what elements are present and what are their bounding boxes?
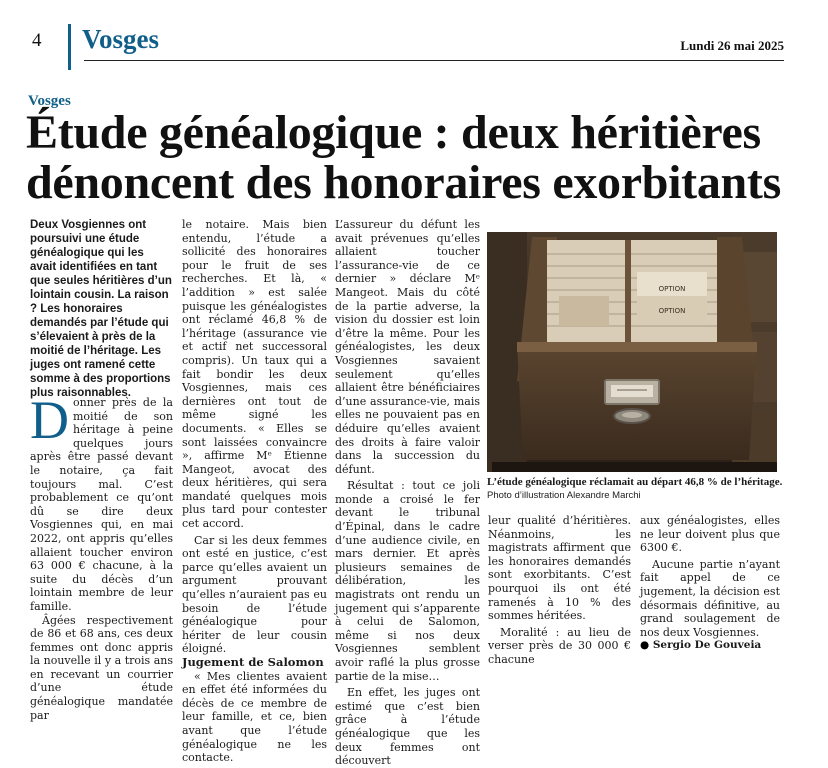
paragraph-11: aux généalogistes, elles ne leur doivent plus que 6300 €. — [640, 514, 780, 555]
paragraph-3: le notaire. Mais bien entendu, l’étude a sollicité des honoraires pour le fruit de ses recherches. Et là, « l’addition » est salée puisque les généalogistes ont réclamé 46,8 % de l’héritage (assurance vie et actif net successoral compris). Un taux qui a fait bondir les deux Vosgiennes, mais ces dernières ont tout de même signé les documents. « Elles se sont laissées convaincre », affirme Mᵉ Étienne Mangeot, avocat des deux héritières, qui sera mandaté quelques mois plus tard pour contester cet accord. — [182, 218, 327, 531]
article-column-2 — [182, 218, 327, 765]
paragraph-6: L’assureur du défunt les avait prévenues qu’elles allaient toucher l’assurance-vie de ce dernier » déclare Mᵉ Mangeot. Mais du côté de la partie adverse, la vision du dossier est loin d’être la même. Pour les généalogistes, les deux Vosgiennes savaient seulement qu’elles allaient être bénéficiaires d’une assurance-vie, mais elles ne pouvaient pas en déduire qu’elles avaient des droits à faire valoir dans la succession du défunt. — [335, 218, 480, 476]
paragraph-12: Aucune partie n’ayant fait appel de ce jugement, la décision est désormais définitive, au grand soulagement de nos deux Vosgiennes. — [640, 557, 780, 639]
section-title: Vosges — [82, 24, 160, 54]
paragraph-1 — [30, 390, 173, 614]
paragraph-4: Car si les deux femmes ont esté en justice, c’est parce qu’elles avaient un argument prouvant qu’elles n’auraient pas eu besoin de l’étude généalogique pour hériter de leur cousin éloigné. — [182, 533, 327, 656]
article-column-4 — [488, 514, 631, 667]
paragraph-5: « Mes clientes avaient en effet été informées du décès de ce membre de leur famille, et ce, bien avant que l’étude généalogique ne les contacte. — [182, 669, 327, 765]
header-rule — [84, 60, 784, 61]
article-title: Étude généalogique : deux héritières dénoncent des honoraires exorbitants — [26, 106, 781, 209]
subheading: Jugement de Salomon — [182, 655, 324, 669]
card-catalog-drawer-image — [487, 232, 777, 472]
article-column-1 — [30, 218, 173, 400]
article-column-3 — [335, 218, 480, 768]
page-number: 4 — [32, 30, 42, 51]
paragraph-8: En effet, les juges ont estimé que c’est bien grâce à l’étude généalogique que les deux femmes ont découvert — [335, 686, 480, 768]
paragraph-7: Résultat : tout ce joli monde a croisé le fer devant le tribunal d’Épinal, dans le cadre d’une audience civile, en mars dernier. Et après plusieurs semaines de délibération, les magistrats ont rendu un jugement qui s’apparente à celui de Salomon, même si nos deux Vosgiennes semblent avoir raflé la plus grosse partie de la mise… — [335, 479, 480, 683]
byline-bullet-icon: ● — [640, 639, 650, 652]
paragraph-10: Moralité : au lieu de verser près de 30 000 € chacune — [488, 625, 631, 666]
photo-caption: L’étude généalogique réclamait au départ 46,8 % de l’héritage. — [487, 476, 783, 488]
article-column-5 — [640, 514, 780, 653]
article-photo — [487, 232, 777, 472]
article-lede: Deux Vosgiennes ont poursuivi une étude généalogique qui les avait identifiées en tant que seules héritières d’un lointain cousin. La raison ? Les honoraires demandés par l’étude qui s’élevaient à près de la moitié de l’héritage. Les juges ont ramené cette somme à des proportions plus raisonnables. — [30, 219, 172, 399]
dropcap: D — [30, 390, 69, 450]
author-byline — [640, 639, 780, 653]
paragraph-9: leur qualité d’héritières. Néanmoins, les magistrats affirment que les honoraires demandés sont exorbitants. C’est pourquoi ils ont été ramenés à 10 % des sommes héritées. — [488, 514, 631, 623]
card-tab-2: OPTION — [658, 307, 686, 315]
card-tab-1: OPTION — [658, 285, 686, 293]
author-name: Sergio De Gouveia — [652, 639, 762, 652]
page-header — [0, 0, 828, 70]
header-divider — [68, 24, 71, 70]
article-kicker: Vosges — [28, 93, 71, 109]
paragraph-1-text: onner près de la moitié de son héritage à peine quelques jours après être passé devant le notaire, ça fait toujours mal. C’est probablement ce qu’ont dû se dire deux Vosgiennes qui, en mai 2022, ont appris qu’elles allaient toucher environ 63 000 € chacune, à la suite du décès d’un lointain membre de leur famille. — [30, 396, 173, 613]
photo-caption-block — [487, 476, 787, 502]
photo-credit: Photo d’illustration Alexandre Marchi — [487, 490, 641, 501]
paragraph-2: Âgées respectivement de 86 et 68 ans, ces deux femmes ont donc appris la nouvelle il y a trois ans en recevant un courrier d’une étude généalogique mandatée par — [30, 613, 173, 722]
article-column-1-body — [30, 390, 173, 722]
issue-date: Lundi 26 mai 2025 — [680, 38, 784, 53]
